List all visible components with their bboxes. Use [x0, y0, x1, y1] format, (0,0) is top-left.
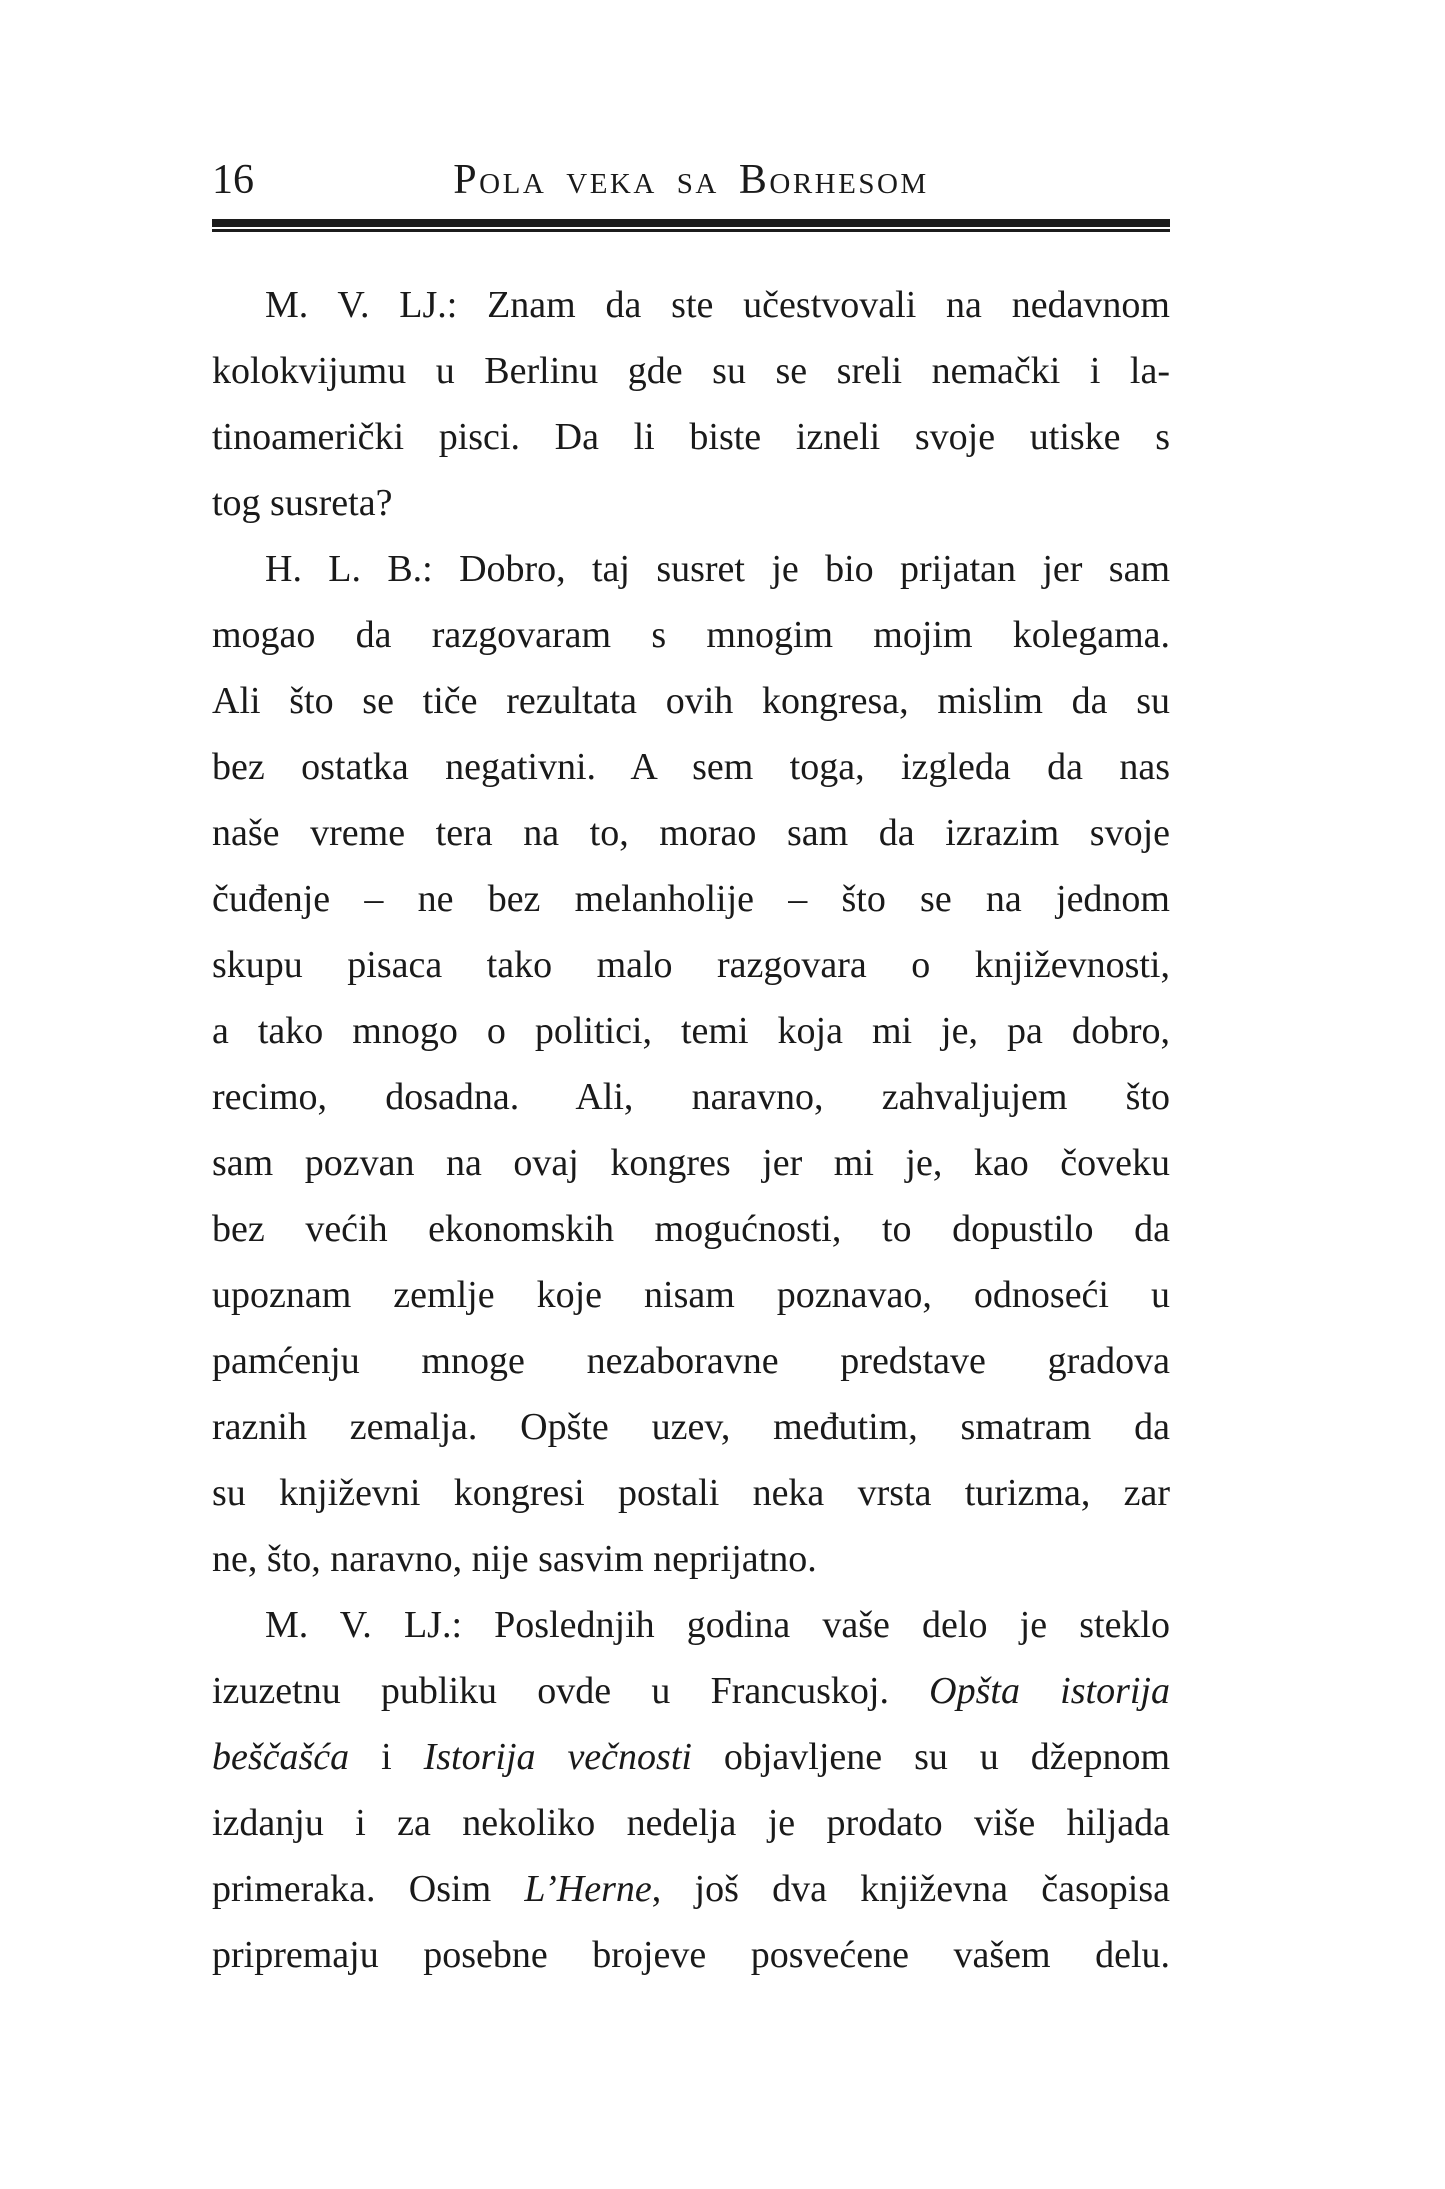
text-segment: naše vreme tera na to, morao sam da izrazim svoje — [212, 812, 1170, 854]
text-line — [212, 1922, 1170, 1988]
body-text — [212, 272, 1170, 1988]
text-line — [212, 404, 1170, 470]
italic-text-segment: Istorija večnosti — [423, 1736, 692, 1778]
text-segment: pamćenju mnoge nezaboravne predstave gradova — [212, 1340, 1170, 1382]
text-line — [212, 1790, 1170, 1856]
running-title: Pola veka sa Borhesom — [453, 157, 929, 203]
text-line — [212, 1658, 1170, 1724]
text-segment: su književni kongresi postali neka vrsta turizma, zar — [212, 1472, 1170, 1514]
text-segment: raznih zemalja. Opšte uzev, međutim, smatram da — [212, 1406, 1170, 1448]
text-segment: a tako mnogo o politici, temi koja mi je, pa dobro, — [212, 1010, 1170, 1052]
text-line — [212, 932, 1170, 998]
text-segment: pripremaju posebne brojeve posvećene vašem delu. — [212, 1934, 1170, 1976]
text-segment: mogao da razgovaram s mnogim mojim kolegama. — [212, 614, 1170, 656]
text-line — [212, 800, 1170, 866]
text-segment: M. V. LJ.: Znam da ste učestvovali na nedavnom — [265, 284, 1170, 326]
text-line — [212, 272, 1170, 338]
text-segment: sam pozvan na ovaj kongres jer mi je, kao čoveku — [212, 1142, 1170, 1184]
text-segment: skupu pisaca tako malo razgovara o književnosti, — [212, 944, 1170, 986]
italic-text-segment: beščašća — [212, 1736, 350, 1778]
text-line — [212, 338, 1170, 404]
paragraph — [212, 536, 1170, 1592]
text-segment: M. V. LJ.: Poslednjih godina vaše delo je steklo — [265, 1604, 1170, 1646]
text-segment: tinoamerički pisci. Da li biste izneli svoje utiske s — [212, 416, 1170, 458]
text-line — [212, 1856, 1170, 1922]
text-line — [212, 1328, 1170, 1394]
text-segment: čuđenje – ne bez melanholije – što se na jednom — [212, 878, 1170, 920]
running-head — [212, 156, 1170, 206]
text-line — [212, 1196, 1170, 1262]
text-line — [212, 1526, 1170, 1592]
text-line — [212, 1394, 1170, 1460]
text-segment: primeraka. Osim — [212, 1868, 525, 1910]
paragraph — [212, 1592, 1170, 1988]
text-segment: bez većih ekonomskih mogućnosti, to dopustilo da — [212, 1208, 1170, 1250]
text-line — [212, 1262, 1170, 1328]
text-segment: bez ostatka negativni. A sem toga, izgleda da nas — [212, 746, 1170, 788]
text-segment: Ali što se tiče rezultata ovih kongresa, mislim da su — [212, 680, 1170, 722]
text-segment: H. L. B.: Dobro, taj susret je bio prijatan jer sam — [265, 548, 1170, 590]
text-line — [212, 602, 1170, 668]
text-segment: upoznam zemlje koje nisam poznavao, odnoseći u — [212, 1274, 1170, 1316]
text-segment: tog susreta? — [212, 482, 393, 524]
text-segment: objavljene su u džepnom — [691, 1736, 1171, 1778]
text-segment: kolokvijumu u Berlinu gde su se sreli nemački i la- — [212, 350, 1170, 392]
text-line — [212, 668, 1170, 734]
text-line — [212, 1460, 1170, 1526]
text-line — [212, 998, 1170, 1064]
text-segment: ne, što, naravno, nije sasvim neprijatno. — [212, 1538, 817, 1580]
text-line — [212, 734, 1170, 800]
italic-text-segment: L’Herne — [524, 1868, 652, 1910]
text-line — [212, 866, 1170, 932]
page-number: 16 — [212, 157, 254, 203]
paragraph — [212, 272, 1170, 536]
text-segment: izuzetnu publiku ovde u Francuskoj. — [212, 1670, 930, 1712]
header-rule — [212, 219, 1170, 232]
text-segment: , još dva književna časopisa — [651, 1868, 1170, 1910]
text-line — [212, 1130, 1170, 1196]
text-segment: izdanju i za nekoliko nedelja je prodato više hiljada — [212, 1802, 1170, 1844]
text-line — [212, 536, 1170, 602]
text-line — [212, 1724, 1170, 1790]
text-line — [212, 1592, 1170, 1658]
text-segment: recimo, dosadna. Ali, naravno, zahvaljujem što — [212, 1076, 1170, 1118]
text-segment: i — [349, 1736, 424, 1778]
text-line — [212, 470, 1170, 536]
italic-text-segment: Opšta istorija — [929, 1670, 1170, 1712]
text-line — [212, 1064, 1170, 1130]
